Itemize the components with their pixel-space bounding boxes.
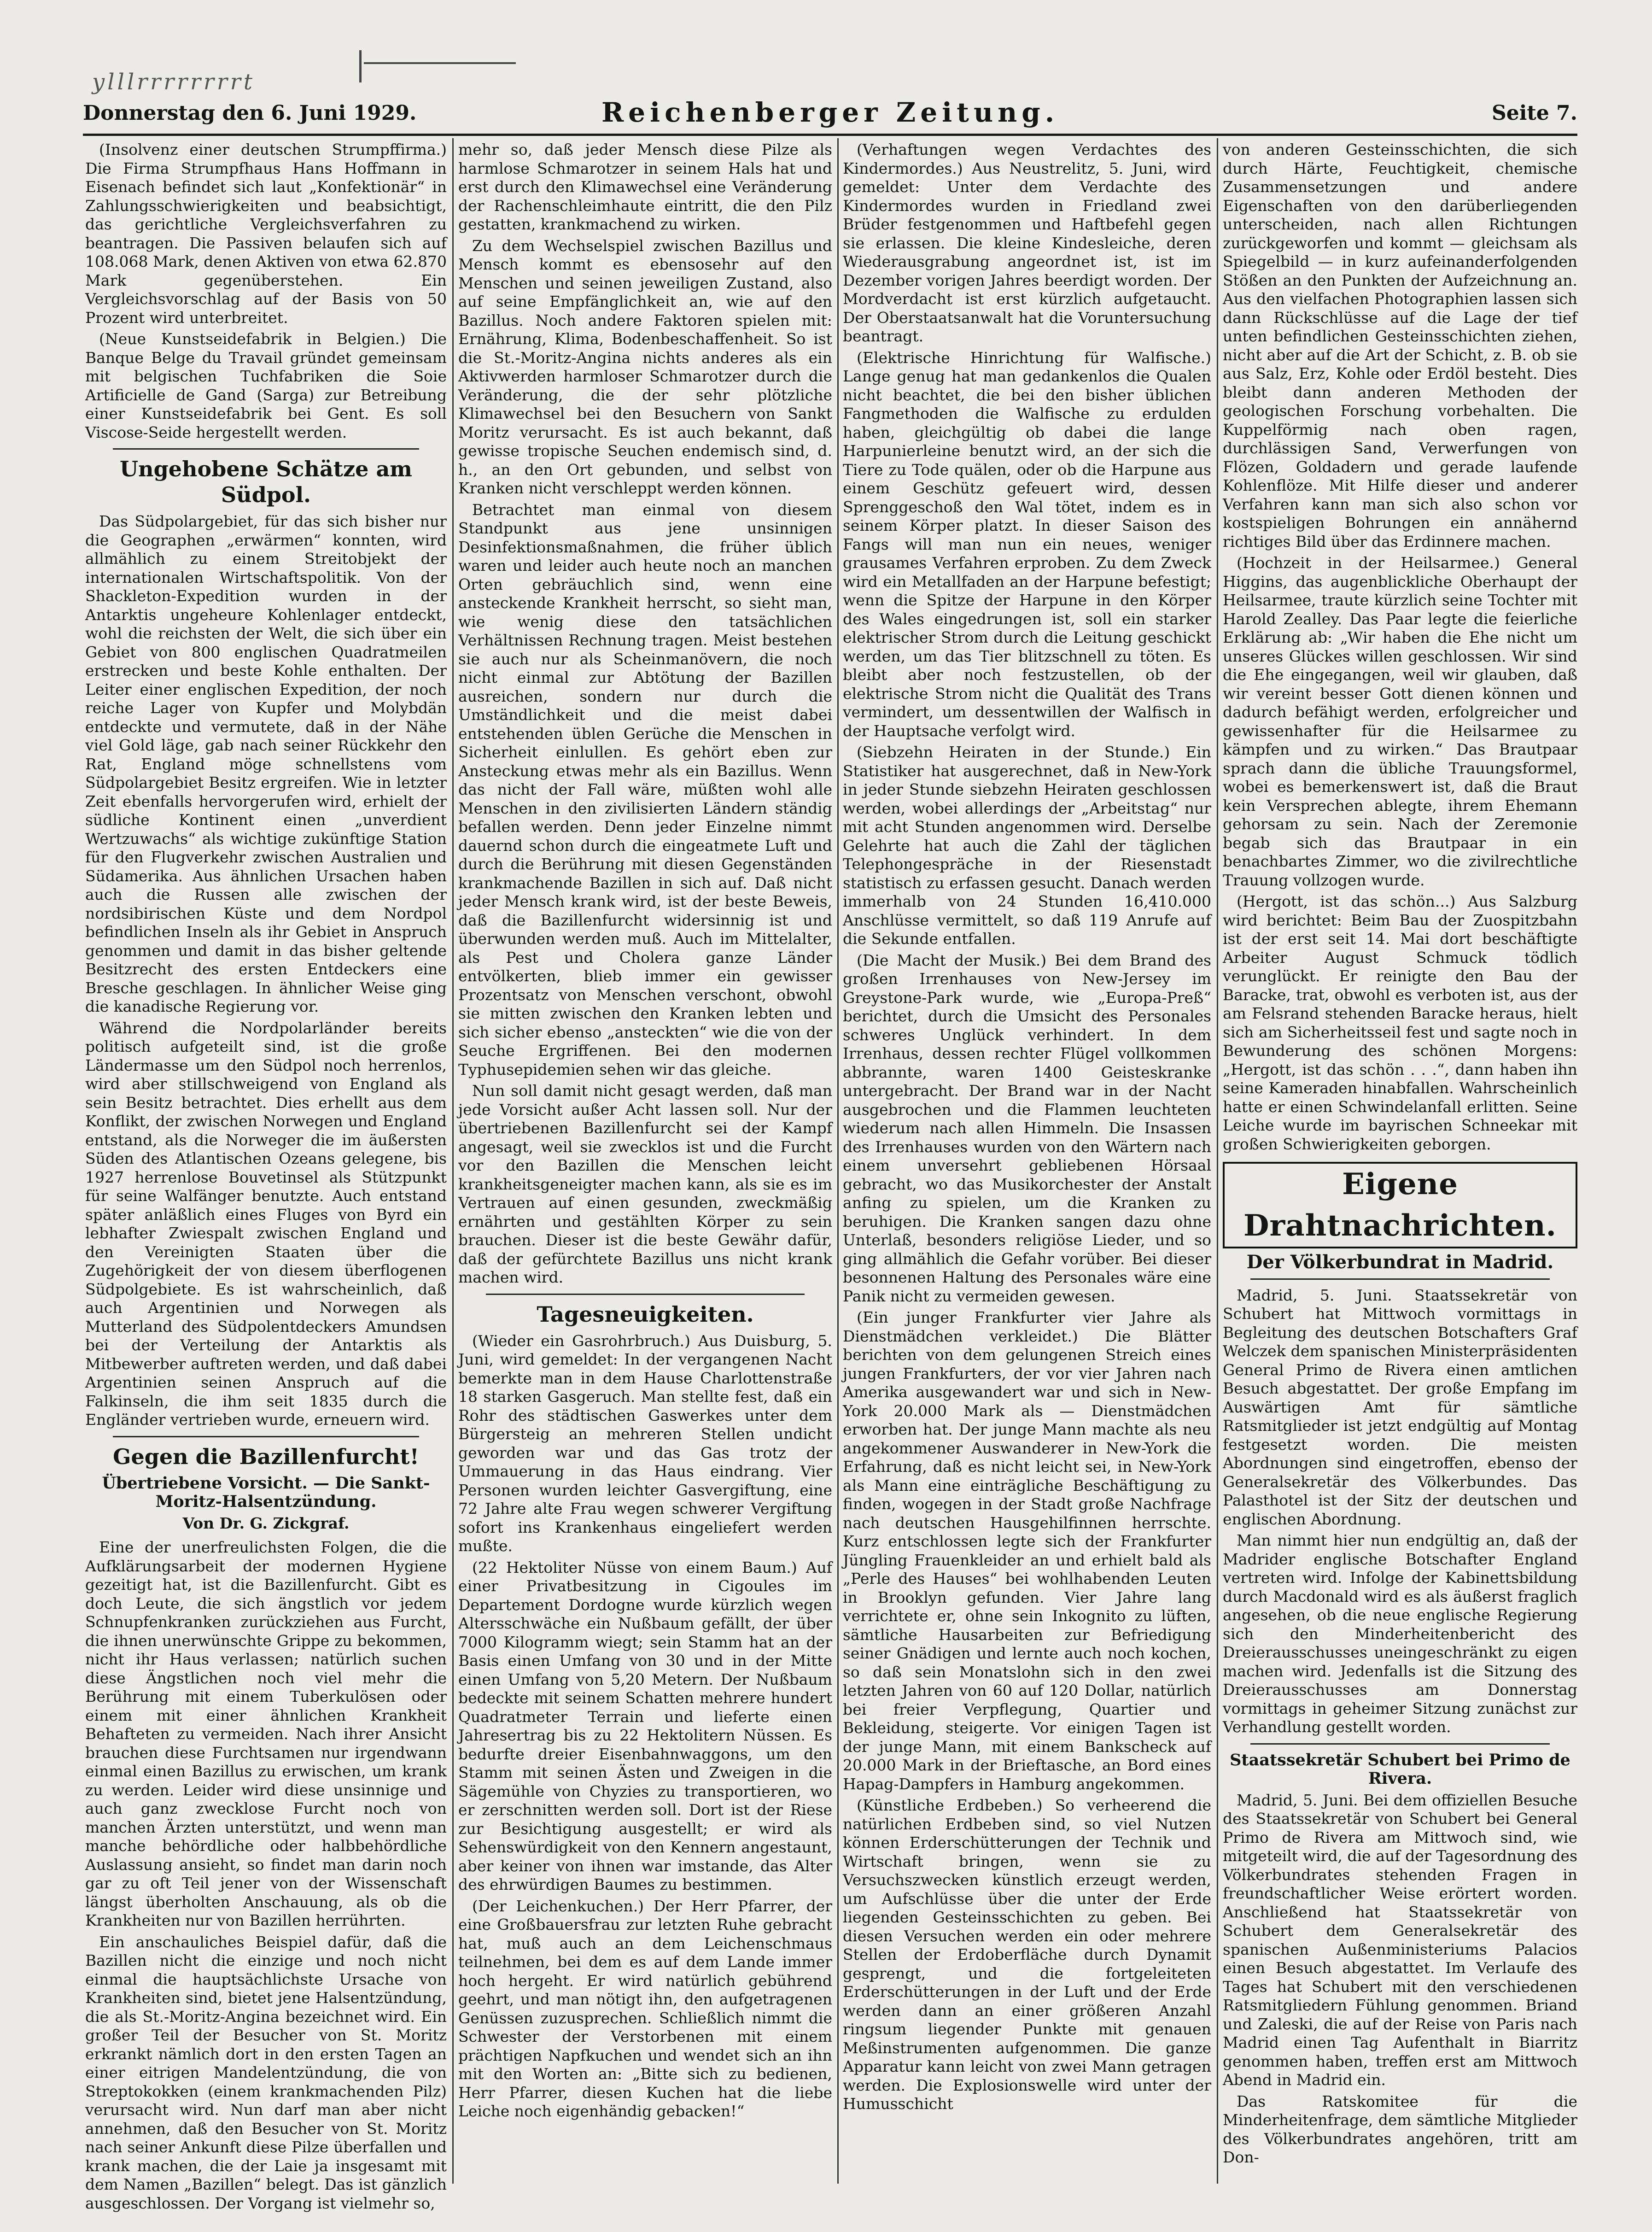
article-silk-factory: (Neue Kunstseidefabrik in Belgien.) Die Banque Belge du Travail gründet gemeinsam mit belgischen Tuchfabriken die Soie Artificielle de Gand (Sarga) zur Betreibung einer Kunstseidefabrik bei Gent. Es soll Viscose-Seide hergestellt werden. [85,330,447,441]
article-bacteria-p5: Betrachtet man einmal von diesem Standpunkt aus jene unsinnigen Desinfektionsmaßnahmen, die früher üblich waren und leider auch heute noch an manchen Orten gebräuchlich sind, wenn eine ansteckende Krankheit herrscht, so sieht man, wie wenig diese den tatsächlichen Verhältnissen Rechnung tragen. Meist bestehen sie auch nur als Scheinmanövern, die noch nicht einmal zur Abtötung der Bazillen ausreichen, sondern nur durch die Umständlichkeit und die meist dabei entstehenden üblen Gerüche die Menschen in Sicherheit einlullen. Es gehört eben zur Ansteckung etwas mehr als ein Bazillus. Wenn das nicht der Fall wäre, müßten wohl alle Menschen in den zivilisierten Ländern ständig befallen werden. Denn jeder Einzelne nimmt dauernd schon durch die eingeatmete Luft und durch die Berührung mit diesen Gegenständen krankmachende Bazillen in sich auf. Daß nicht jeder Mensch krank wird, ist der beste Beweis, daß die Bazillenfurcht widersinnig ist und überwunden werden muß. Auch im Mittelalter, als Pest und Cholera ganze Länder entvölkerten, blieb immer ein gewisser Prozentsatz von Menschen verschont, obwohl sie mitten zwischen den Kranken lebten und sich sicher ebenso „ansteckten“ wie die von der Seuche Ergriffenen. Bei den modernen Typhusepidemien sehen wir das gleiche. [458,500,832,1078]
page-number: Seite 7. [1491,101,1577,125]
headline-league-council: Der Völkerbundrat in Madrid. [1246,1251,1554,1273]
article-insolvency: (Insolvenz einer deutschen Strumpffirma.) Die Firma Strumpfhaus Hans Hoffmann in Eisenach befindet sich laut „Konfektionär“ in Zahlungsschwierigkeiten und beabsichtigt, das gerichtliche Vergleichsverfahren zu beantragen. Die Passiven belaufen sich auf 108.068 Mark, denen Aktiven von etwa 62.870 Mark gegenüberstehen. Ein Vergleichsvorschlag auf der Basis von 50 Prozent wird unterbreitet. [85,141,447,327]
separator [1250,1278,1550,1280]
article-bacteria-p1: Eine der unerfreulichsten Folgen, die die Aufklärungsarbeit der modernen Hygiene gezeitigt hat, ist die Bazillenfurcht. Gibt es doch Leute, die sich ängstlich vor jedem Schnupfenkranken zurückziehen aus Furcht, die ihnen unerwünschte Grippe zu bekommen, nicht ihr Haus verlassen; natürlich suchen diese Ängstlichen noch viel mehr die Berührung mit einem Tuberkulösen oder einem mit einer ähnlichen Krankheit Behafteten zu vermeiden. Nach ihrer Ansicht brauchen diese Furchtsamen nur irgendwann einmal einen Bazillus zu erwischen, um krank zu werden. Leider wird diese unsinnige und auch ganz zwecklose Furcht noch von manchen Ärzten unterstützt, und wenn man manche behördliche oder halbbehördliche Auslassung ansieht, so findet man darin noch gar zu oft Teil jener von der Wissenschaft längst überholten Anschauung, als ob die Krankheiten nur von Bazillen herrührten. [85,1538,447,1929]
article-salvation-army-wedding: (Hochzeit in der Heilsarmee.) General Higgins, das augenblickliche Oberhaupt der Heilsarmee, traute kürzlich seine Tochter mit Harold Zealley. Das Paar legte die feierliche Erklärung ab: „Wir haben die Ehe nicht um unseres Glückes willen geschlossen. Wir sind die Ehe eingegangen, weil wir glauben, daß wir vereint besser Gott dienen können und dadurch befähigt werden, erfolgreicher und gewissenhafter für die Heilsarmee zu kämpfen und zu wirken.“ Das Brautpaar sprach dann die übliche Trauungsformel, wobei es bemerkenswert ist, daß die Braut kein Versprechen ablegte, ihrem Ehemann gehorsam zu sein. Nach der Zeremonie begab sich das Brautpaar in ein benachbartes Zimmer, wo die zivilrechtliche Trauung vollzogen wurde. [1223,554,1577,889]
article-artificial-quakes: (Künstliche Erdbeben.) So verheerend die natürlichen Erdbeben sind, so viel Nutzen können Erderschütterungen der Technik und Wirtschaft bringen, wenn sie zu Versuchszwecken künstlich erzeugt werden, um Aufschlüsse über die unter der Erde liegenden Gesteinsschichten zu geben. Bei diesen Versuchen werden ein oder mehrere Stellen der Erdoberfläche durch Dynamit gesprengt, und die fortgeleiteten Erderschütterungen in der Luft und der Erde werden dann an einer größeren Anzahl ringsum liegender Punkte mit genauen Meßinstrumenten aufgenommen. Die ganze Apparatur kann leicht von zwei Mann getragen werden. Die Explosionswelle wird unter der Humusschicht [843,1796,1211,2113]
article-arrests: (Verhaftungen wegen Verdachtes des Kindermordes.) Aus Neustrelitz, 5. Juni, wird gemeldet: Unter dem Verdachte des Kindermordes wurden in Friedland zwei Brüder festgenommen und Haftbefehl gegen sie erlassen. Die kleine Kindesleiche, deren Wiederausgrabung angeordnet ist, ist im Dezember vorigen Jahres beerdigt worden. Der Mordverdacht ist erst kürzlich aufgetaucht. Der Oberstaatsanwalt hat die Voruntersuchung beantragt. [843,141,1211,345]
article-whale-execution: (Elektrische Hinrichtung für Walfische.) Lange genug hat man gedankenlos die Qualen nicht beachtet, die bei den bisher üblichen Fangmethoden die Walfische zu erdulden haben, gleichgültig ob dabei die lange Harpunierleine benutzt wird, an der sich die Tiere zu Tode quälen, oder ob die Harpune aus einem Geschütz gefeuert wird, dessen Sprenggeschoß den Wal tötet, indem es in seinem Körper platzt. In dieser Saison des Fangs will man nun ein neues, weniger grausames Verfahren erproben. Zu dem Zweck wird ein Metallfaden an der Harpune befestigt; wenn die Spitze der Harpune in den Körper des Wales eingedrungen ist, soll ein starker elektrischer Strom durch die Leitung geschickt werden, um das Tier blitzschnell zu töten. Es bleibt aber noch festzustellen, ob der elektrische Strom nicht die Qualität des Trans vermindert, um dessentwillen der Walfisch in der Hauptsache verfolgt wird. [843,348,1211,740]
subheadline-bacteria: Übertriebene Vorsicht. — Die Sankt-Moritz-Halsentzündung. [102,1473,430,1511]
column-3 [843,141,1211,2181]
separator [1250,1743,1550,1745]
article-quakes-cont: von anderen Gesteinsschichten, die sich durch Härte, Feuchtigkeit, chemische Zusammensetzungen und andere Eigenschaften von den darüberliegenden unterscheiden, nach allen Richtungen zurückgeworfen und kommt — gleichsam als Spiegelbild — in kurz aufeinanderfolgenden Stößen an den Punkten der Aufzeichnung an. Aus den vielfachen Photographien lassen sich dann Rückschlüsse auf die Lage der tief unten befindlichen Gesteinsschichten ziehen, nicht aber auf die Art der Schicht, z. B. ob sie aus Salz, Erz, Kohle oder Erdöl besteht. Dies bleibt dann anderen Methoden der geologischen Forschung vorbehalten. Die Kuppelförmig nach oben ragen, durchlässigen Sand, Verwerfungen von Flözen, Goldadern und gerade laufende Kohlenflöze. Mit Hilfe dieser und anderer Verfahren kann man sich also schon vor kostspieligen Bohrungen ein annähernd richtiges Bild über das Erdinnere machen. [1223,141,1577,551]
article-salzburg-accident: (Hergott, ist das schön...) Aus Salzburg wird berichtet: Beim Bau der Zuospitzbahn ist der erst seit 14. Mai dort beschäftigte Arbeiter August Schmuck tödlich verunglückt. Er reinigte den Bau der Baracke, trat, obwohl es verboten ist, aus der am Felsrand stehenden Baracke heraus, hielt sich am Sicherheitsseil fest und sagte noch in Bewunderung des schönen Morgens: „Hergott, ist das schön . . .“, dann haben ihn seine Kameraden hinabfallen. Wahrscheinlich hatte er einen Schwindelanfall erlitten. Seine Leiche wurde im bayrischen Schneekar mit großen Schwierigkeiten geborgen. [1223,892,1577,1153]
author-byline: Von Dr. G. Zickgraf. [182,1514,350,1532]
section-header-wire-news: Eigene Drahtnachrichten. [1223,1162,1577,1248]
article-frankfurt-maid: (Ein junger Frankfurter vier Jahre als Dienstmädchen verkleidet.) Die Blätter berichten von dem gelungenen Streich eines jungen Frankfurters, der vor vier Jahren nach Amerika ausgewandert war und sich in New-York 20.000 Mark als — Dienstmädchen erworben hat. Der junge Mann machte als neu angekommener Auswanderer in New-York die Erfahrung, daß es nicht leicht sei, in New-York als Mann eine einträgliche Beschäftigung zu finden, wogegen in der Stadt große Nachfrage nach deutschen Hausgehilfinnen herrschte. Kurz entschlossen legte sich der Frankfurter Jüngling Frauenkleider an und erhielt bald als „Perle des Hauses“ bei wohlhabenden Leuten in Brooklyn gefunden. Vier Jahre lang verrichtete er, ohne sein Inkognito zu lüften, sämtliche Hausarbeiten zur Befriedigung seiner Gnädigen und lernte auch noch kochen, so daß sein Monatslohn sich in den zwei letzten Jahren von 60 auf 120 Dollar, natürlich bei freier Verpflegung, Quartier und Bekleidung, steigerte. Vor einigen Tagen ist der junge Mann, mit einem Bankscheck auf 20.000 Mark in der Brieftasche, an Bord eines Hapag-Dampfers in Hamburg angekommen. [843,1308,1211,1793]
newspaper-title: Reichenberger Zeitung. [601,97,1059,128]
article-funeral-cake: (Der Leichenkuchen.) Der Herr Pfarrer, der eine Großbauersfrau zur letzten Ruhe gebracht hat, muß auch an dem Leichenschmaus teilnehmen, bei dem es auf dem Lande immer hoch hergeht. Er wird natürlich gebührend geehrt, und man nötigt ihn, den aufgetragenen Genüssen zuzusprechen. Schließlich nimmt die Schwester der Verstorbenen mit einem prächtigen Napfkuchen und wendet sich an ihn mit den Worten an: „Bitte sich zu bedienen, Herr Pfarrer, diesen Kuchen hat die liebe Leiche noch eigenhändig gebacken!“ [458,1897,832,2120]
headline-south-pole: Ungehobene Schätze am Südpol. [120,457,412,507]
article-madrid-3: Madrid, 5. Juni. Bei dem offiziellen Besuche des Staatssekretär von Schubert bei General Primo de Rivera am Mittwoch sind, wie mitgeteilt wird, die auf der Tagesordnung des Völkerbundrates stehenden Fragen in freundschaftlicher Weise erörtert worden. Anschließend hat Staatssekretär von Schubert dem Generalsekretär des spanischen Außenministeriums Palacios einen Besuch abgestattet. Im Verlaufe des Tages hat Schubert mit den verschiedenen Ratsmitgliedern Fühlung genommen. Briand und Zaleski, die auf der Reise von Paris nach Madrid einen Tag Aufenthalt in Biarritz genommen haben, treffen erst am Mittwoch Abend in Madrid ein. [1223,1791,1577,2089]
handwritten-mark: ylllrrrrrrrrt [92,69,256,95]
article-bacteria-p3: mehr so, daß jeder Mensch diese Pilze als harmlose Schmarotzer in seinem Hals hat und erst durch den Klimawechsel eine Veränderung der Rachenschleimhaute eintritt, die den Pilz gestatten, krankmachend zu wirken. [458,141,832,233]
article-bacteria-p6: Nun soll damit nicht gesagt werden, daß man jede Vorsicht außer Acht lassen soll. Nur der übertriebenen Bazillenfurcht sei der Kampf angesagt, weil sie zwecklos ist und die Furcht vor den Bazillen die Menschen leicht krankheitsgeneigter machen kann, als sie es im Vertrauen auf einen gesunden, zweckmäßig ernährten und gestählten Körper zu sein brauchen. Dieser ist die beste Gewähr dafür, daß der gefürchtete Bazillus uns nicht krank machen wird. [458,1082,832,1286]
column-divider [1217,138,1218,2184]
headline-daily-news: Tagesneuigkeiten. [537,1301,754,1327]
headline-bacteria: Gegen die Bazillenfurcht! [113,1444,419,1469]
separator [486,1294,805,1295]
column-2 [458,141,832,2181]
article-south-pole-p1: Das Südpolargebiet, für das sich bisher nur die Geographen „erwärmen“ konnten, wird allmählich zu einem Streitobjekt der internationalen Wirtschaftspolitik. Von der Shackleton-Expedition wurden in der Antarktis ungeheure Kohlenlager entdeckt, wohl die reichsten der Welt, die sich über ein Gebiet von 800 englischen Quadratmeilen erstrecken und beste Kohle enthalten. Der Leiter einer englischen Expedition, der noch reiche Lager von Kupfer und Molybdän entdeckte und vermutete, daß in der Nähe viel Gold läge, gab nach seiner Rückkehr den Rat, England möge schnellstens vom Südpolargebiet Besitz ergreifen. Wie in letzter Zeit ebenfalls hervorgerufen wird, erhielt der südliche Kontinent einen „unverdient Wertzuwachs“ als wichtige zukünftige Station für den Flugverkehr zwischen Australien und Südamerika. Aus ähnlichen Ursachen haben auch die Russen alle zwischen der nordsibirischen Küste und dem Nordpol befindlichen Inseln als ihr Gebiet in Anspruch genommen und damit in das bisher geltende Besitzrecht des ersten Entdeckers eine Bresche geschlagen. In ähnlicher Weise ging die kanadische Regierung vor. [85,512,447,1015]
headline-schubert: Staatssekretär Schubert bei Primo de Rivera. [1230,1750,1570,1788]
column-divider [837,138,839,2184]
separator [113,1436,419,1437]
article-walnut-tree: (22 Hektoliter Nüsse von einem Baum.) Auf einer Privatbesitzung in Cigoules im Departement Dordogne wurde kürzlich wegen Altersschwäche ein Nußbaum gefällt, der über 7000 Kilogramm wiegt; sein Stamm hat an der Basis einen Umfang von 30 und in der Mitte einen Umfang von 5,20 Metern. Der Nußbaum bedeckte mit seinem Schatten mehrere hundert Quadratmeter Terrain und lieferte einen Jahresertrag bis zu 22 Hektolitern Nüssen. Es bedurfte dreier Eisenbahnwaggons, um den Stamm mit seinen Ästen und Zweigen in die Sägemühle von Chyzies zu transportieren, wo er zerschnitten werden soll. Dort ist der Riese zur Besichtigung ausgestellt; er wird als Sehenswürdigkeit von den Kennern angestaunt, aber keiner von ihnen war imstande, das Alter des ehrwürdigen Baumes zu bestimmen. [458,1558,832,1893]
article-weddings: (Siebzehn Heiraten in der Stunde.) Ein Statistiker hat ausgerechnet, daß in New-York in jeder Stunde siebzehn Heiraten geschlossen werden, wobei allerdings der „Arbeitstag“ nur mit acht Stunden angenommen wird. Derselbe Gelehrte hat auch die Zahl der täglichen Telephongespräche in der Riesenstadt statistisch zu erfassen gesucht. Danach werden immerhalb von 24 Stunden 16,410.000 Anschlüsse vermittelt, so daß 119 Anrufe auf die Sekunde entfallen. [843,743,1211,948]
column-divider [452,138,454,2184]
issue-date: Donnerstag den 6. Juni 1929. [83,101,417,125]
column-4 [1223,141,1577,2181]
header-rule [83,134,1577,136]
masthead [83,97,1577,134]
separator [113,448,419,450]
article-madrid-1: Madrid, 5. Juni. Staatssekretär von Schubert hat Mittwoch vormittags in Begleitung des deutschen Botschafters Graf Welczek dem spanischen Ministerpräsidenten General Primo de Rivera einen amtlichen Besuch abgestattet. Der große Empfang im Auswärtigen Amt für sämtliche Ratsmitglieder ist jetzt endgültig auf Montag festgesetzt worden. Die meisten Abordnungen sind eingetroffen, ebenso der Generalsekretär des Völkerbundes. Das Palasthotel ist der Sitz der deutschen und englischen Abordnung. [1223,1286,1577,1528]
column-1 [85,141,447,2212]
article-madrid-4: Das Ratskomitee für die Minderheitenfrage, dem sämtliche Mitglieder des Völkerbundrates angehören, tritt am Don- [1223,2092,1577,2166]
pencil-marks [364,62,516,92]
article-bacteria-p4: Zu dem Wechselspiel zwischen Bazillus und Mensch kommt es ebensosehr auf den Menschen und seinen jeweiligen Zustand, also auf seine Empfänglichkeit an, wie auf den Bazillus. Noch andere Faktoren spielen mit: Ernährung, Klima, Bodenbeschaffenheit. So ist die St.-Moritz-Angina nichts anderes als ein Aktivwerden harmloser Schmarotzer durch die Veränderung, die der sehr plötzliche Klimawechsel bei den Besuchern von Sankt Moritz verursacht. Es ist auch bekannt, daß gewisse tropische Seuchen endemisch sind, d. h., an den Ort gebunden, und selbst von Kranken nicht verschleppt werden können. [458,236,832,497]
article-gas-pipe: (Wieder ein Gasrohrbruch.) Aus Duisburg, 5. Juni, wird gemeldet: In der vergangenen Nacht bemerkte man in dem Hause Charlottenstraße 18 starken Gasgeruch. Man stellte fest, daß ein Rohr des städtischen Gaswerkes unter dem Bürgersteig an mehreren Stellen undicht geworden war und das Gas trotz der Ummauerung in das Haus eindrang. Vier Personen wurden leichter Gasvergiftung, eine 72 Jahre alte Frau wegen schwerer Vergiftung sofort ins Krankenhaus eingeliefert werden mußte. [458,1331,832,1555]
article-music-power: (Die Macht der Musik.) Bei dem Brand des großen Irrenhauses von New-Jersey im Greystone-Park wurde, wie „Europa-Preß“ berichtet, durch die Umsicht des Personales schweres Unglück verhindert. In dem Irrenhaus, dessen rechter Flügel vollkommen abbrannte, waren 1400 Geisteskranke untergebracht. Der Brand war in der Nacht ausgebrochen und die Flammen leuchteten wiederum nach allen Himmeln. Die Insassen des Irrenhauses wurden von den Wärtern nach einem unversehrt gebliebenen Hörsaal gebracht, wo das Musikorchester der Anstalt anfing zu spielen, um die Kranken zu beruhigen. Die Kranken sangen dazu ohne Unterlaß, besonders religiöse Lieder, und so ging allmählich die Gefahr vorüber. Bei dieser besonnenen Haltung des Personales wäre eine Panik nicht zu vermeiden gewesen. [843,951,1211,1305]
article-bacteria-p2: Ein anschauliches Beispiel dafür, daß die Bazillen nicht die einzige und noch nicht einmal die hauptsächlichste Ursache von Krankheiten sind, bietet jene Halsentzündung, die als St.-Moritz-Angina bezeichnet wird. Ein großer Teil der Besucher von St. Moritz erkrankt nämlich dort in den ersten Tagen an einer eitrigen Mandelentzündung, die von Streptokokken (einem krankmachenden Pilz) verursacht wird. Nun darf man aber nicht annehmen, daß den Besucher von St. Moritz nach seiner Ankunft diese Pilze überfallen und krank machen, die der Laie ja insgesamt mit dem Namen „Bazillen“ belegt. Das ist gänzlich ausgeschlossen. Der Vorgang ist vielmehr so, [85,1933,447,2212]
article-south-pole-p2: Während die Nordpolarländer bereits politisch aufgeteilt sind, ist die große Ländermasse um den Südpol noch herrenlos, wird aber stillschweigend von England als sein Besitz betrachtet. Dies erhellt aus dem Konflikt, der zwischen Norwegen und England entstand, als die Norweger die im äußersten Süden des Atlantischen Ozeans gelegene, bis 1927 herrenlose Bouvetinsel als Stützpunkt für seine Walfänger benutzte. Auch entstand später anläßlich eines Fluges von Byrd ein lebhafter Zwiespalt zwischen England und den Vereinigten Staaten über die Zugehörigkeit der von diesem überflogenen Südpolgebiete. Es ist wahrscheinlich, daß auch Argentinien und Norwegen als Mutterland des Südpolentdeckers Amundsen bei der Verteilung der Antarktis als Mitbewerber auftreten werden, und daß dabei Argentinien seinen Anspruch auf die Falkinseln, die ihm seit 1835 durch die Engländer vertrieben wurde, erneuern wird. [85,1019,447,1429]
article-madrid-2: Man nimmt hier nun endgültig an, daß der Madrider englische Botschafter England vertreten wird. Infolge der Kabinettsbildung durch Macdonald wird es als äußerst fraglich angesehen, ob die neue englische Regierung sich den Minderheitenbericht des Dreierausschusses uneingeschränkt zu eigen machen wird. Jedenfalls ist die Sitzung des Dreierausschusses am Donnerstag vormittags in geheimer Sitzung zunächst zur Verhandlung gestellt worden. [1223,1531,1577,1736]
